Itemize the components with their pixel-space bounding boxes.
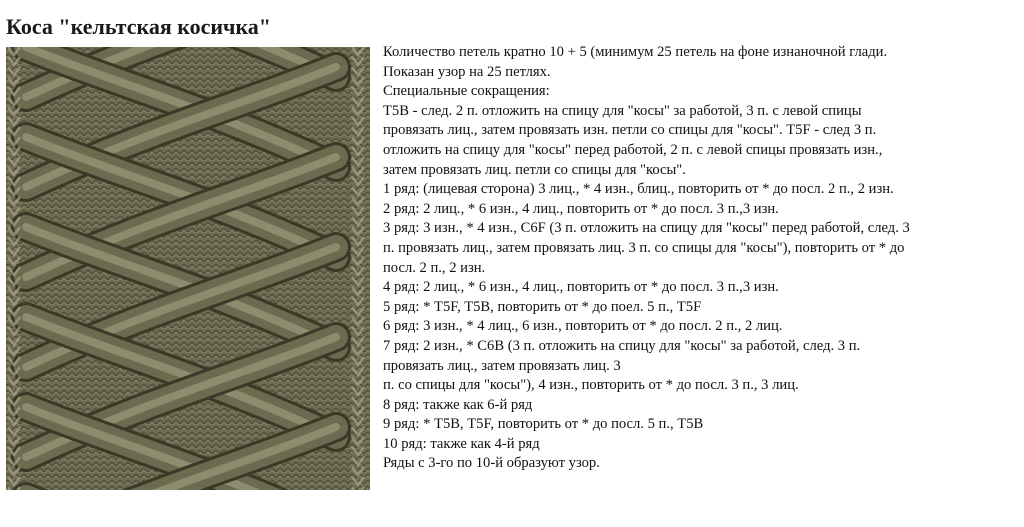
instruction-line: посл. 2 п., 2 изн. bbox=[383, 259, 486, 276]
instruction-line: п. со спицы для "косы"), 4 изн., повторить от * до посл. 3 п., 3 лиц. bbox=[383, 377, 799, 394]
instruction-line: 6 ряд: 3 изн., * 4 лиц., 6 изн., повторить от * до посл. 2 п., 2 лиц. bbox=[383, 318, 783, 335]
instruction-line: провязать лиц., затем провязать изн. петли со спицы для "косы". Т5F - след 3 п. bbox=[383, 122, 877, 139]
instruction-line: 5 ряд: * T5F, T5B, повторить от * до поел. 5 п., T5F bbox=[383, 298, 702, 315]
page-title: Коса "кельтская косичка" bbox=[6, 14, 272, 39]
knitted-cable-photo bbox=[6, 47, 370, 490]
instruction-line: 4 ряд: 2 лиц., * 6 изн., 4 лиц., повторить от * до посл. 3 п.,3 изн. bbox=[383, 279, 779, 296]
instruction-line: 3 ряд: 3 изн., * 4 изн., C6F (3 п. отложить на спицу для "косы" перед работой, след. 3 bbox=[383, 220, 910, 237]
instruction-line: 10 ряд: также как 4-й ряд bbox=[383, 435, 540, 452]
pattern-instructions bbox=[383, 43, 1019, 474]
instruction-line: Специальные сокращения: bbox=[383, 83, 550, 100]
instruction-line: 9 ряд: * Т5В, T5F, повторить от * до посл. 5 п., Т5В bbox=[383, 416, 704, 433]
instruction-line: 8 ряд: также как 6-й ряд bbox=[383, 396, 533, 413]
instruction-line: 7 ряд: 2 изн., * C6B (3 п. отложить на спицу для "косы" за работой, след. 3 п. bbox=[383, 337, 861, 354]
instruction-line: провязать лиц., затем провязать лиц. 3 bbox=[383, 357, 621, 374]
instruction-line: Ряды с 3-го по 10-й образуют узор. bbox=[383, 455, 600, 472]
instruction-line: затем провязать лиц. петли со спицы для "косы". bbox=[383, 161, 686, 178]
instruction-line: Т5В - след. 2 п. отложить на спицу для "косы" за работой, 3 п. с левой спицы bbox=[383, 102, 862, 119]
instruction-line: отложить на спицу для "косы" перед работой, 2 п. с левой спицы провязать изн., bbox=[383, 141, 883, 158]
instruction-line: Показан узор на 25 петлях. bbox=[383, 63, 551, 80]
instruction-line: 2 ряд: 2 лиц., * 6 изн., 4 лиц., повторить от * до посл. 3 п.,3 изн. bbox=[383, 200, 779, 217]
instruction-line: п. провязать лиц., затем провязать лиц. 3 п. со спицы для "косы"), повторить от * до bbox=[383, 239, 905, 256]
instruction-line: 1 ряд: (лицевая сторона) 3 лиц., * 4 изн., блиц., повторить от * до посл. 2 п., 2 изн. bbox=[383, 181, 894, 198]
instruction-line: Количество петель кратно 10 + 5 (минимум 25 петель на фоне изнаночной глади. bbox=[383, 44, 888, 60]
